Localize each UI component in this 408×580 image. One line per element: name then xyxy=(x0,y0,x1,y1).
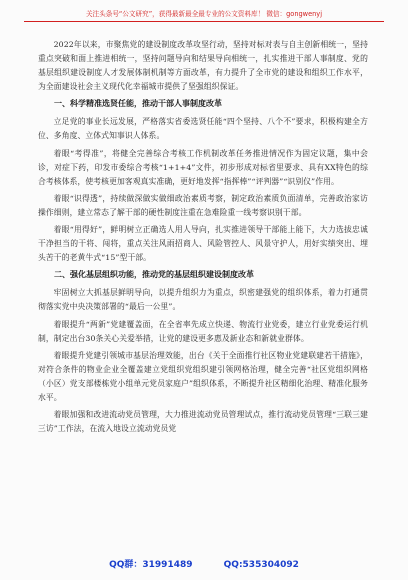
paragraph: 着眼“用得好”，鲜明树立正确选人用人导向，扎实推进领导干部能上能下，大力选拔忠诚干净担当的干将、闯将，重点关注风雨招商人、风险管控人、风景守护人，用好实绩突出、埋头苦干的老黄牛式“15”型干部。 xyxy=(38,225,368,263)
paragraph: 牢固树立大抓基层鲜明导向，以提升组织力为重点，织密建强党的组织体系，着力打通贯彻落实党中央决策部署的“最后一公里”。 xyxy=(38,288,368,312)
paragraph: 着眼提升党建引领城市基层治理效能，出台《关于全面推行社区物业党建联建若干措施》，对符合条件的物业企业全覆盖建立党组织党组织建引领网格治理，健全完善“社区党组织网格（小区）党支部楼栋党小组单元党员家庭户”组织体系，不断提升社区精细化治理、精准化服务水平。 xyxy=(38,350,368,402)
document-body xyxy=(38,38,368,439)
paragraph: 着眼提升“两新”党建覆盖面，在全省率先成立快递、物流行业党委，建立行业党委运行机制，制定出台30条关心关爱举措，让党的建设更多惠及新业态和新就业群体。 xyxy=(38,319,368,343)
header-note xyxy=(24,8,384,22)
footer-qq-group: QQ群：31991489 xyxy=(109,560,193,570)
paragraph: 立足党的事业长远发展，严格落实省委选贤任能“四个坚持、八个不”要求，积极构建全方位、多角度、立体式知事识人体系。 xyxy=(38,117,368,141)
footer-contact xyxy=(0,557,408,570)
section-heading-2: 二、强化基层组织功能，推动党的基层组织建设制度改革 xyxy=(54,270,254,280)
paragraph: 着眼加强和改进流动党员管理，大力推进流动党员管理试点，推行流动党员管理“三联三建三访”工作法，在流入地设立流动党员党 xyxy=(38,410,368,434)
paragraph: 着眼“识得透”，持续做深做实做细政治素质考察，制定政治素质负面清单，完善政治家访操作细则，建立常态了解干部的硬性制度注重在急难险重一线考察识别干部。 xyxy=(38,193,368,217)
paragraph-intro: 2022年以来，市聚焦党的建设制度改革攻坚行动，坚持对标对表与自主创新相统一，坚持重点突破和面上推进相统一，坚持问题导向和结果导向相统一，扎实推进干部人事制度、党的基层组织建设制度人才发展体制机制等方面改革，有力提升了全市党的建设和组织工作水平，为全面建设社会主义现代化幸福城市提供了坚强组织保证。 xyxy=(38,40,368,92)
paragraph: 着眼“考得准”，将健全完善综合考核工作机制改革任务推进情况作为固定议题，集中会诊，对症下药，印发市委综合考核“1+1+4”文件，初步形成对标省里要求、具有XX特色的综合考核体系，使考核更加客观真实准确，更好地发挥“指挥棒”“评判器”“识别仪”作用。 xyxy=(38,148,368,186)
footer-qq-number: QQ:535304092 xyxy=(223,560,299,570)
header-note-text: 关注头条号“公文研究”，获得最新最全最专业的公文资料库！ 微信：gongwenyj xyxy=(85,10,323,18)
header-divider xyxy=(24,21,384,22)
section-heading-1: 一、科学精准选贤任能，推动干部人事制度改革 xyxy=(54,99,222,109)
